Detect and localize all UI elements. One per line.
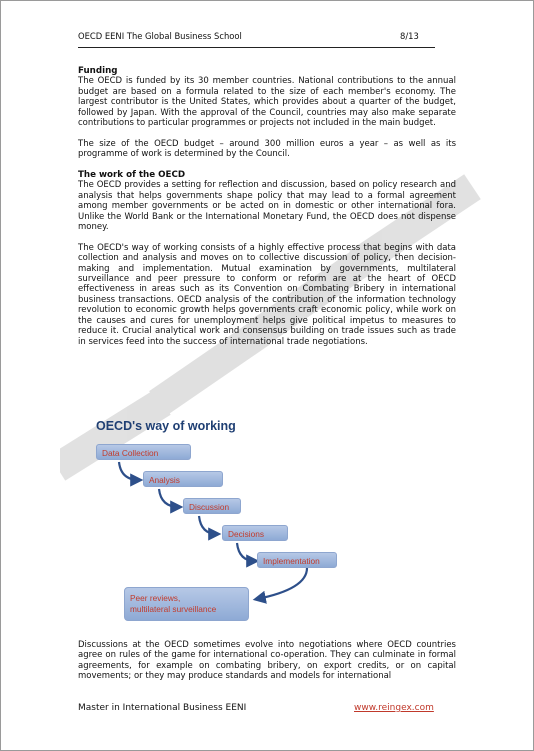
step-peer-reviews	[124, 587, 249, 621]
paragraph: The OECD's way of working consists of a highly effective process that begins with data collection and analysis and moves on to collective discussion of policy, then decision-making and implementation. Mutual examination by governments, multilateral surveillance and peer pressure to conform or reform are at the heart of OECD effectiveness in areas such as its Convention on Combating Bribery in international business transactions. OECD analysis of the contribution of the information technology revolution to economic growth helps governments craft economic policy, while work on the causes and cures for unemployment helps give political impetus to measures to reduce it. Crucial analytical work and consensus building on trade issues such as trade in services feed into the success of international trade negotiations.	[78, 242, 456, 347]
step-data-collection: Data Collection	[96, 444, 191, 460]
arrow-2	[159, 489, 179, 507]
arrow-4	[237, 543, 255, 561]
paragraph: The OECD provides a setting for reflection and discussion, based on policy research and analysis that helps governments shape policy that may lead to a formal agreement among member governments or be acted on in domestic or other international fora. Unlike the World Bank or the International Monetary Fund, the OECD does not dispense money.	[78, 180, 456, 233]
diagram-title: OECD's way of working	[96, 419, 236, 433]
header-divider	[78, 47, 435, 48]
oecd-process-diagram	[87, 414, 347, 629]
section-heading-funding: Funding	[78, 66, 118, 76]
arrow-3	[199, 516, 217, 534]
section-heading-work: The work of the OECD	[78, 170, 186, 181]
page-number: 8/13	[400, 31, 419, 41]
header-title: OECD EENI The Global Business School	[78, 31, 242, 41]
arrow-5	[257, 568, 307, 599]
step-peer-reviews-line1: Peer reviews,	[130, 593, 181, 603]
closing-paragraph: Discussions at the OECD sometimes evolve into negotiations where OECD countries agree on rules of the game for international co-operation. They can culminate in formal agreements, for example on combating bribery, on export credits, or on capital movements; or they may produce standards and models for international	[78, 640, 456, 682]
main-content	[78, 66, 456, 357]
step-peer-reviews-line2: multilateral surveillance	[130, 604, 217, 614]
paragraph: The size of the OECD budget – around 300 million euros a year – as well as its programme of work is determined by the Council.	[78, 138, 456, 160]
step-discussion: Discussion	[183, 498, 241, 514]
footer-website-link[interactable]: www.reingex.com	[354, 703, 434, 713]
arrow-1	[119, 462, 139, 480]
step-implementation: Implementation	[257, 552, 337, 568]
footer-text: Master in International Business EENI	[78, 703, 247, 713]
step-decisions: Decisions	[222, 525, 288, 541]
step-analysis: Analysis	[143, 471, 223, 487]
paragraph: The OECD is funded by its 30 member countries. National contributions to the annual budget are based on a formula related to the size of each member's economy. The largest contributor is the United States, which provides about a quarter of the budget, followed by Japan. With the approval of the Council, countries may also make separate contributions to particular programmes or projects not included in the main budget.	[78, 76, 456, 129]
